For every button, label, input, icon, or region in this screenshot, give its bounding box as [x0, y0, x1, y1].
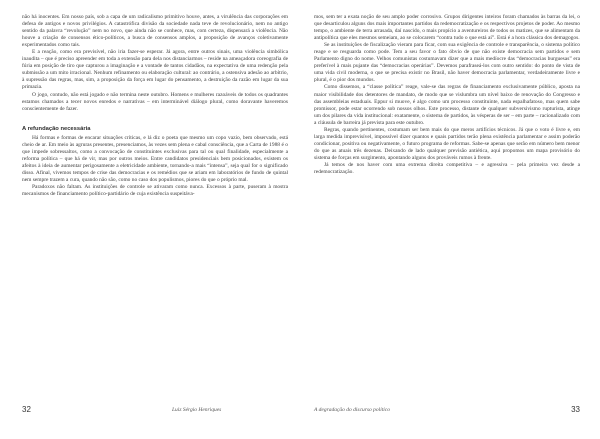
running-head: Luiz Sérgio Henriques [172, 407, 222, 413]
paragraph: E a reação, como era previsível, não iria fazer-se esperar. Já agora, entre outros sinais, uma violência simbólica inaudita – que é preciso apreender em toda a extensão para dela nos distanciarmos – reside na ameaçadora coreografia de fúria em posição de tiro que capturou a imaginação e a vontade de tantos cidadãos, na expectativa de uma redenção pela submissão a um mito irracional. Nenhum refinamento ou elaboração cultural: ao contrário, a ostensiva adesão ao arbítrio, à supressão das regras, mas, sim, a proposição da força em lugar do pensamento, a destruição da razão em lugar da sua primazia. [22, 49, 288, 91]
page-number: 32 [22, 405, 31, 414]
left-footer [22, 404, 288, 416]
section-heading: A refundação necessária [22, 125, 91, 132]
paragraph: Regras, quando pertinentes, costumam ser bem mais do que meros artifícios técnicos. Já que o voto é livre e, em larga medida imprevisível, impossível dizer quantos e quais partidos terão plena existência parlamentar e assim poderão condicionar, positiva ou negativamente, o futuro programa de reformas. Sabe-se apenas que serão em número bem menor do que as atuais três dezenas. Deixando de lado qualquer previsão antiética, aqui propomos um mapa provisório do sistema de forças em surgimento, apontando alguns dos prováveis rumos à frente. [314, 126, 580, 161]
paragraph: Há formas e formas de encarar situações críticas, e lá diz o poeta que mesmo um copo vazio, bem observado, está cheio de ar. Em meio às agruras presentes, presenciamos, às vezes sem plena e cabal consciência, que a Carta de 1988 é o que impede sobressaltos, como a convocação de constituintes exclusivas para tal ou qual finalidade, especialmente a reforma política – que há de vir, mas por outros meios. Entre candidatos presidenciais bem posicionados, existem os afeitos à ideia de aumentar perigosamente a eletricidade ambiente, tornando-a mais “intensa”, seja qual for o significado disso. Afinal, vivemos tempos de crise das democracias e os remédios que se ariam em laboratórios de fundo de quintal nem sempre trazem a cura, quando não são, como no caso dos populismos, piores do que o próprio mal. [22, 134, 288, 183]
right-text-column [314, 14, 580, 404]
right-page [300, 0, 600, 439]
paragraph: Paradoxos não faltam. As instituições de controle se ativaram como nunca. Excessos à parte, puseram à mostra mecanismos de financiamento político-partidário de cuja existência suspeitáva- [22, 183, 288, 198]
paragraph: mos, sem ter a exata noção de seu amplo poder corrosivo. Grupos dirigentes inteiros foram chamados às barras da lei, o que desarticulou alguns dos mais importantes partidos da redemocratização e os respectivos projetos de poder. Ao mesmo tempo, o ambiente de terra arrasada, daí nascido, o mais propício a aventureiros de todos os matizes, que se alimentam da antipolítica que eles mesmos semeiam, ao se colocarem “contra tudo o que está aí”. Está é a hora clássica dos demagogos. [314, 14, 580, 42]
paragraph: não há inocentes. Em nosso país, sob a capa de um radicalismo primitivo houve, antes, a virulência das corporações em defesa de antigos e novos privilégios. A catastrófica divisão da sociedade nada teve de revolucionário, nem no antigo sentido da palavra “revolução” nem no novo, que ainda não se conhece, mas, com certeza, dispensará a violência. Não houve a criação de consensos ético-políticos, a busca de consensos amplos, a proposição de avanços coletivamente experimentados como tais. [22, 14, 288, 49]
page-number: 33 [571, 405, 580, 414]
left-text-column [22, 14, 288, 404]
right-footer [314, 404, 580, 416]
paragraph: Já temos de nos haver com uma extrema direita competitiva – e agressiva – pela primeira vez desde a redemocratização. [314, 161, 580, 176]
paragraph: Se as instituições de fiscalização vieram para ficar, com sua exigência de controle e transparência, o sistema político reage e se resguarda como pode. Tem a seu favor o fato óbvio de que não existe democracia sem partidos e sem Parlamento digno do nome. Velhos comunistas costumavam dizer que a mais medíocre das “democracias burguesas” era preferível à mais pujante das “democracias operárias”. Devemos parafraseá-los com outro sentido: do ponto de vista de uma vida civil moderna, o que se precisa existir no Brasil, não haver democracia parlamentar, verdadeiramente livre e plural, é o pior dos mundos. [314, 42, 580, 84]
running-head: A degradação do discurso político [314, 407, 390, 413]
paragraph: Como dissemos, a “classe política” reage, vale-se das regras de financiamento exclusivamente público, aposta na maior visibilidade dos detentores de mandato, de modo que se vislumbra um nível baixo de renovação do Congresso e das assembleias estaduais. Eppur si muove, é algo como um processo constituinte, nada espalhafatoso, mas quem sabe promissor, pode estar ocorrendo sob nossos olhos. Este processo, distante de qualquer subversivismo rupturista, atinge um dos pilares da vida institucional: exatamente, o sistema de partidos, às vésperas de ser – em parte – racionalizado com a cláusula de barreira já prevista para este outubro. [314, 84, 580, 126]
paragraph: O jogo, contudo, não está jogado e não termina neste outubro. Homens e mulheres razoáveis de todos os quadrantes estamos chamados a tecer novos enredos e narrativas – em interminável diálogo plural, como doravante haveremos conscientemente de fazer. [22, 91, 288, 112]
